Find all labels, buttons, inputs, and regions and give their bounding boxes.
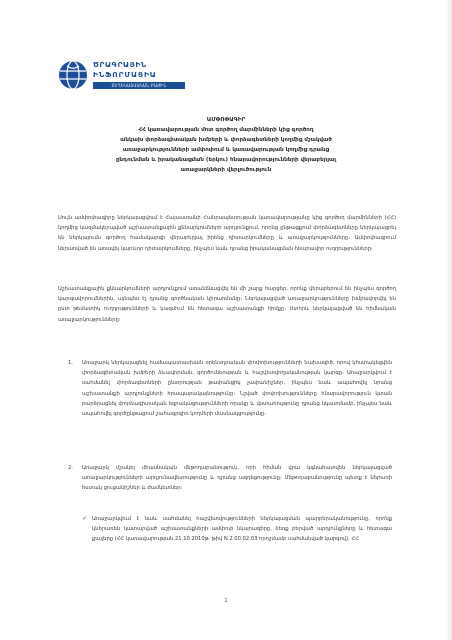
list-item-number: 1. <box>68 360 73 366</box>
context-paragraph: Աշխատանքային քննարկումների արդյունքում առանձնացվել են մի շարք հարցեր, որոնք վերաբերում են ինչպես գործող կարգավորումներին, այնպես էլ դրանց գործնական կիրառմանը։ Ներկայացված առաջարկությունները խմբավորվել են ըստ թեմատիկ ուղղությունների և կազմում են հետագա աշխատանքի հիմքը։ Ստորև ներկայացված են հիմնական առաջարկությունները։ <box>58 286 396 323</box>
list-item-text: Առաջարկ մշակել միասնական մեթոդաբանություն, որի հիման վրա կգնահատվեն ներկայացված առաջարկությունների արդյունավետությունը և դրանց ազդեցությունը։ Մեթոդաբանությունը պետք է ներառի հստակ ցուցանիշներ և ժամկետներ։ <box>82 465 392 492</box>
logo-line-2: ԻՆՖՈՐՄԱՑԻԱ <box>93 70 157 79</box>
checkmark-subitem-text: Առաջարկվում է նաև սահմանել հաշվետվությունների ներկայացման պարբերականությունը, որոնք կներառեն կատարված աշխատանքների ամփոփ նկարագիրը, ձեռք բերված արդյունքները և հետագա քայլերը (ՀՀ կառավարության 21.10.2010թ. թիվ N 2.00.02.03 որոշմամբ սահմանված կարգով), ՀՀ <box>92 516 392 543</box>
intro-paragraph: Սույն ամփոփագիրը ներկայացվում է Հայաստանի Հանրապետության կառավարությանը կից գործող մարմինների (ՀՀ) կողմից կազմակերպված աշխատանքային քննարկումների արդյունքում, որոնց ընթացքում փորձագետները ներկայացրել են ներկայումս գործող համակարգի վերաբերյալ իրենց դիտարկումները և առաջարկությունները։ Ամփոփագրում ներառված են առավել կարևոր դիտարկումները, ինչպես նաև դրանց իրականացման հնարավոր ուղղությունները։ <box>58 215 396 252</box>
logo-line-1: ԾՐԱԳՐԱՅԻՆ <box>93 60 147 69</box>
list-item-number: 2. <box>68 465 73 471</box>
list-item <box>58 358 396 454</box>
page-number: 1 <box>224 598 228 604</box>
organization-logo <box>58 58 188 98</box>
document-title <box>60 115 392 175</box>
list-item <box>58 463 396 503</box>
title-line: առաջարկությունների ամփոփում և կառավարության կողմից դրանց <box>122 147 330 153</box>
title-line: ՀՀ կառավարության մոտ գործող մարմինների կից գործող <box>138 127 314 133</box>
title-line: ընդունման և իրականացման (երկու) հնարավորությունների վերաբերյալ <box>115 157 337 163</box>
list-item-text: Առաջարկ ներկայացնել համապատասխան օրենսդրական փոփոխությունների նախագիծ, որով կհստակեցվեն փորձագիտական խմբերի ձևավորման, գործունեության և հաշվետվողականության կարգը։ Առաջարկվում է սահմանել փորձագետների ընտրության թափանցիկ չափանիշներ, ինչպես նաև ապահովել նրանց աշխատանքի արդյունքների հրապարակայնությունը։ Նշված փոփոխությունները հնարավորություն կտան բարձրացնել փորձագիտական եզրակացությունների որակը և վստահությունը դրանց նկատմամբ, ինչպես նաև ապահովել գործընթացում շահագրգիռ կողմերի մասնակցությունը։ <box>82 360 392 418</box>
title-line: առաջարկների վերլուծություն <box>180 167 272 173</box>
title-line: անկախ փորձագիտական խմբերի և փորձագետների կողմից մշակված <box>120 137 332 143</box>
title-line: ԱՄՓՈՓԱԳԻՐ <box>206 117 246 123</box>
checkmark-icon: ✓ <box>82 515 88 522</box>
page-edge-shadow <box>446 0 452 640</box>
globe-emblem-icon <box>58 60 88 90</box>
logo-tagline-bar: ՏԵՂԵԿԱՏՎԱԿԱՆ ԲԱԺԻՆ <box>93 82 185 89</box>
